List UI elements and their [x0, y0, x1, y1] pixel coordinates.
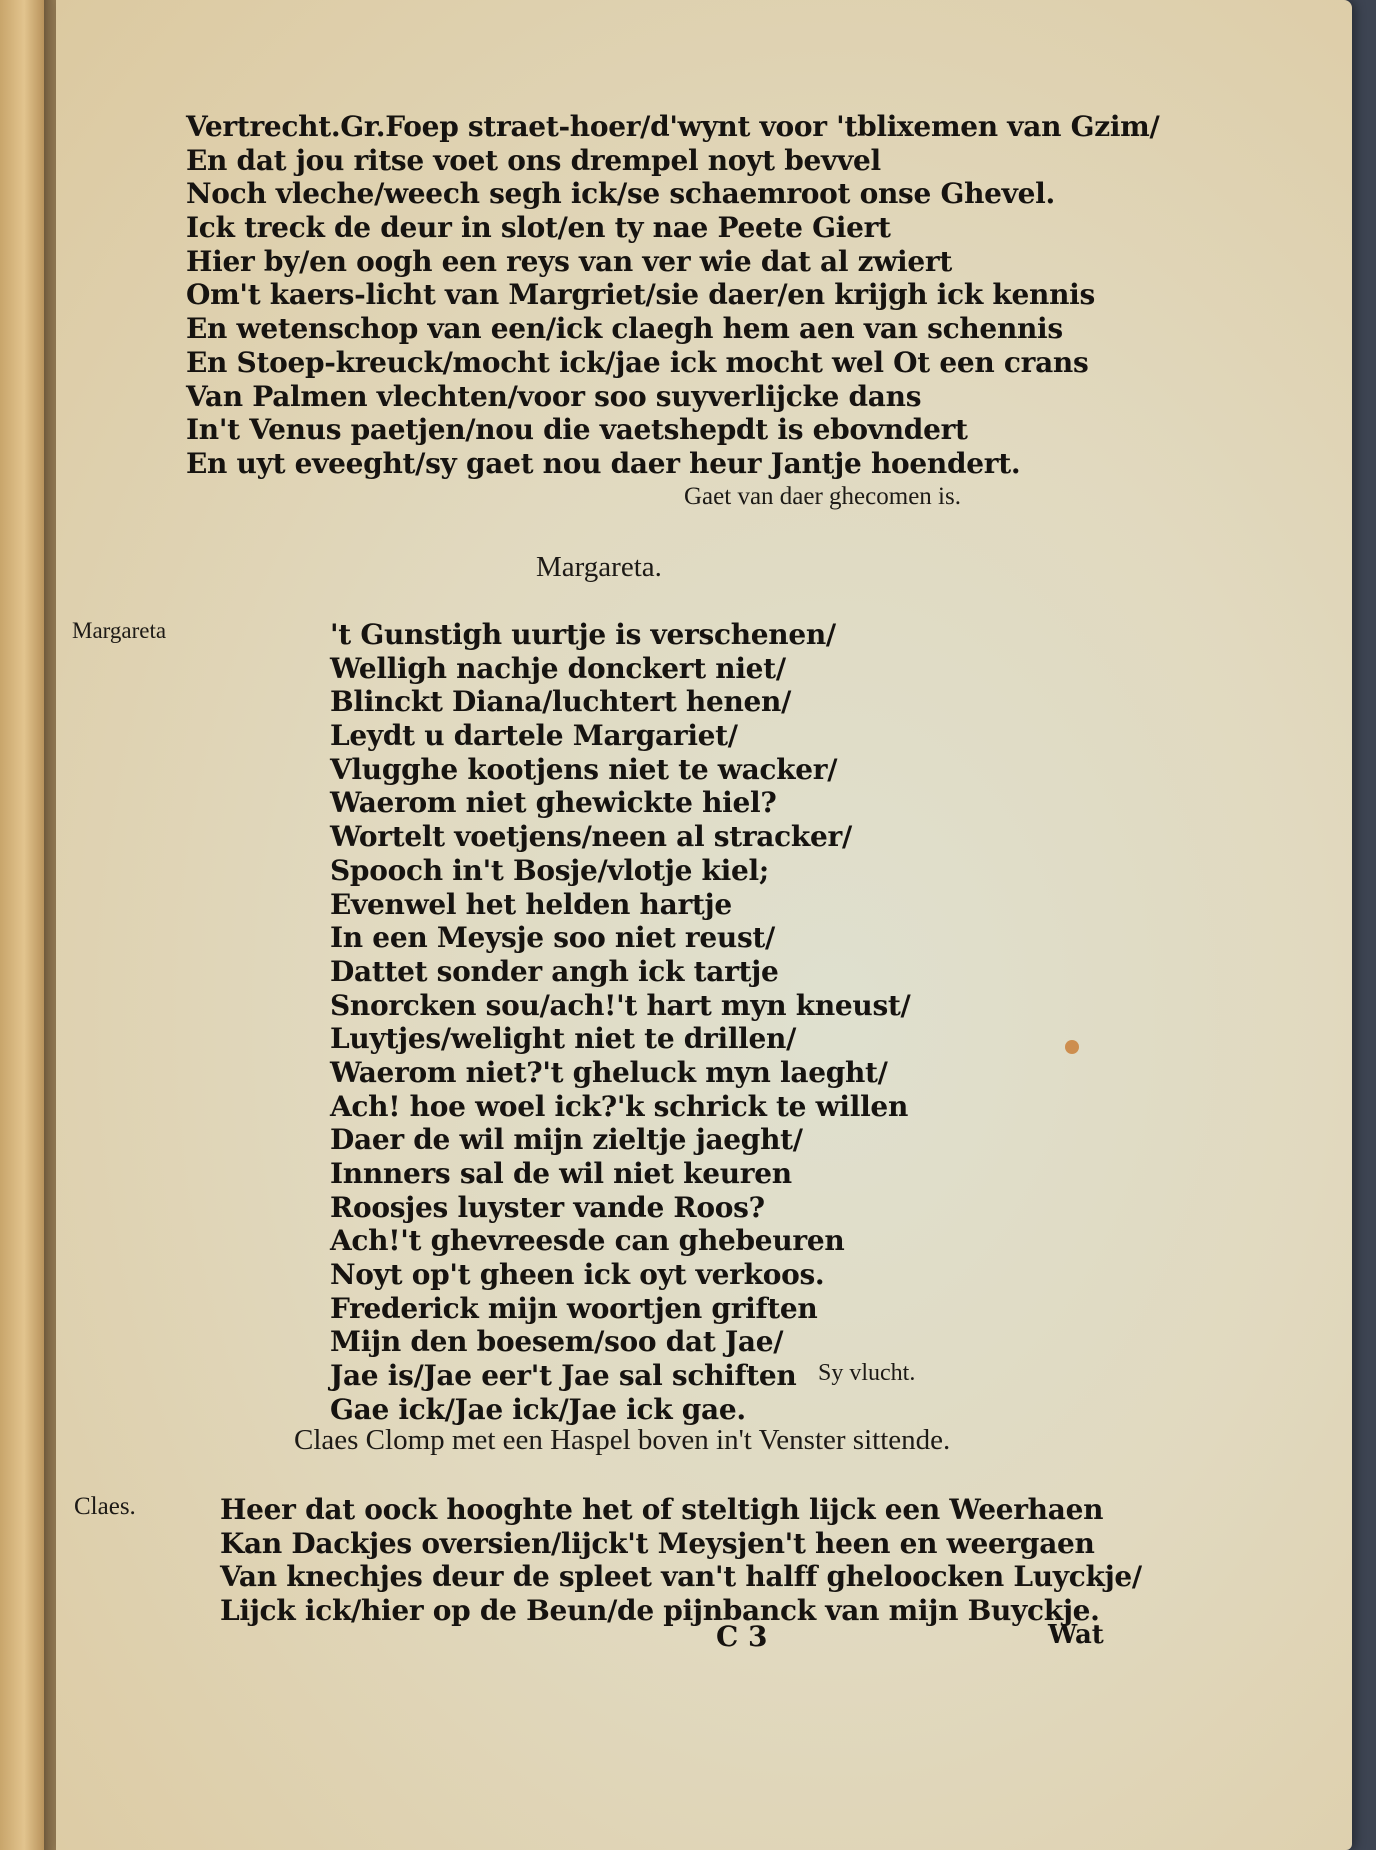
- verse-line: Van Palmen vlechten/voor soo suyverlijcke dans: [186, 379, 922, 413]
- verse-line: Waerom niet ghewickte hiel?: [330, 786, 777, 820]
- verse-line: Daer de wil mijn zieltje jaeght/: [330, 1123, 803, 1157]
- scene-heading: Claes Clomp met een Haspel boven in't Venster sittende.: [294, 1424, 951, 1456]
- previous-page-edge: [0, 0, 44, 1850]
- verse-line: Mijn den boesem/soo dat Jae/: [330, 1325, 784, 1359]
- verse-line: Dattet sonder angh ick tartje: [330, 954, 779, 988]
- verse-line: Roosjes luyster vande Roos?: [330, 1190, 765, 1224]
- verse-line: Ach!'t ghevreesde can ghebeuren: [330, 1224, 845, 1258]
- verse-line: Ick treck de deur in slot/en ty nae Peete Giert: [186, 211, 891, 245]
- verse-line: In't Venus paetjen/nou die vaetshepdt is ebovndert: [186, 413, 968, 447]
- verse-line: In een Meysje soo niet reust/: [330, 921, 775, 955]
- verse-line: Kan Dackjes oversien/lijck't Meysjen't heen en weergaen: [220, 1526, 1095, 1560]
- verse-line: Hier by/en oogh een reys van ver wie dat al zwiert: [186, 244, 952, 278]
- verse-line: Heer dat oock hooghte het of steltigh lijck een Weerhaen: [220, 1493, 1104, 1526]
- verse-line: En dat jou ritse voet ons drempel noyt bevvel: [186, 143, 881, 177]
- verse-line: Waerom niet?'t gheluck myn laeght/: [330, 1055, 888, 1089]
- verse-line: Wortelt voetjens/neen al stracker/: [330, 820, 852, 854]
- verse-block-margareta: [330, 618, 910, 1427]
- verse-line: Ach! hoe woel ick?'k schrick te willen: [330, 1089, 908, 1123]
- signature-mark: C 3: [716, 1620, 768, 1653]
- stage-direction: Gaet van daer ghecomen is.: [684, 483, 961, 510]
- verse-line: Noyt op't gheen ick oyt verkoos.: [330, 1258, 825, 1292]
- verse-line: Vertrecht.Gr.Foep straet-hoer/d'wynt voor 'tblixemen van Gzim/: [186, 110, 1160, 143]
- verse-line: 't Gunstigh uurtje is verschenen/: [330, 618, 836, 651]
- catchword: Wat: [1048, 1620, 1104, 1650]
- verse-line: Snorcken sou/ach!'t hart myn kneust/: [330, 988, 911, 1022]
- verse-block-claes: [220, 1493, 1142, 1628]
- verse-line: Lijck ick/hier op de Beun/de pijnbanck van mijn Buyckje.: [220, 1594, 1100, 1628]
- verse-line: En wetenschop van een/ick claegh hem aen van schennis: [186, 312, 1063, 346]
- verse-block-vertrecht: [186, 110, 1159, 481]
- verse-line: Jae is/Jae eer't Jae sal schiften: [330, 1359, 797, 1393]
- verse-line: Innners sal de wil niet keuren: [330, 1157, 792, 1190]
- verse-line: En uyt eveeght/sy gaet nou daer heur Jantje hoendert.: [186, 446, 1021, 480]
- verse-line: Gae ick/Jae ick/Jae ick gae.: [330, 1392, 746, 1426]
- verse-line: Luytjes/welight niet te drillen/: [330, 1022, 797, 1056]
- verse-line: Leydt u dartele Margariet/: [330, 719, 738, 753]
- stage-direction: Sy vlucht.: [818, 1360, 916, 1386]
- scene-heading: Margareta.: [536, 551, 662, 583]
- verse-line: Welligh nachje donckert niet/: [330, 651, 786, 685]
- verse-line: Evenwel het helden hartje: [330, 887, 732, 921]
- verse-line: Noch vleche/weech segh ick/se schaemroot onse Ghevel.: [186, 177, 1055, 211]
- verse-line: Blinckt Diana/luchtert henen/: [330, 685, 792, 719]
- verse-line: Vlugghe kootjens niet te wacker/: [330, 752, 838, 786]
- verse-line: Spooch in't Bosje/vlotje kiel;: [330, 853, 769, 887]
- foxing-stain: [1065, 1040, 1079, 1054]
- verse-line: Frederick mijn woortjen griften: [330, 1291, 818, 1325]
- verse-line: En Stoep-kreuck/mocht ick/jae ick mocht wel Ot een crans: [186, 345, 1089, 379]
- speaker-label: Margareta: [72, 618, 167, 643]
- verse-line: Van knechjes deur de spleet van't halff gheloocken Luyckje/: [220, 1560, 1142, 1594]
- verse-line: Om't kaers-licht van Margriet/sie daer/en krijgh ick kennis: [186, 278, 1095, 312]
- speaker-label: Claes.: [74, 1493, 136, 1520]
